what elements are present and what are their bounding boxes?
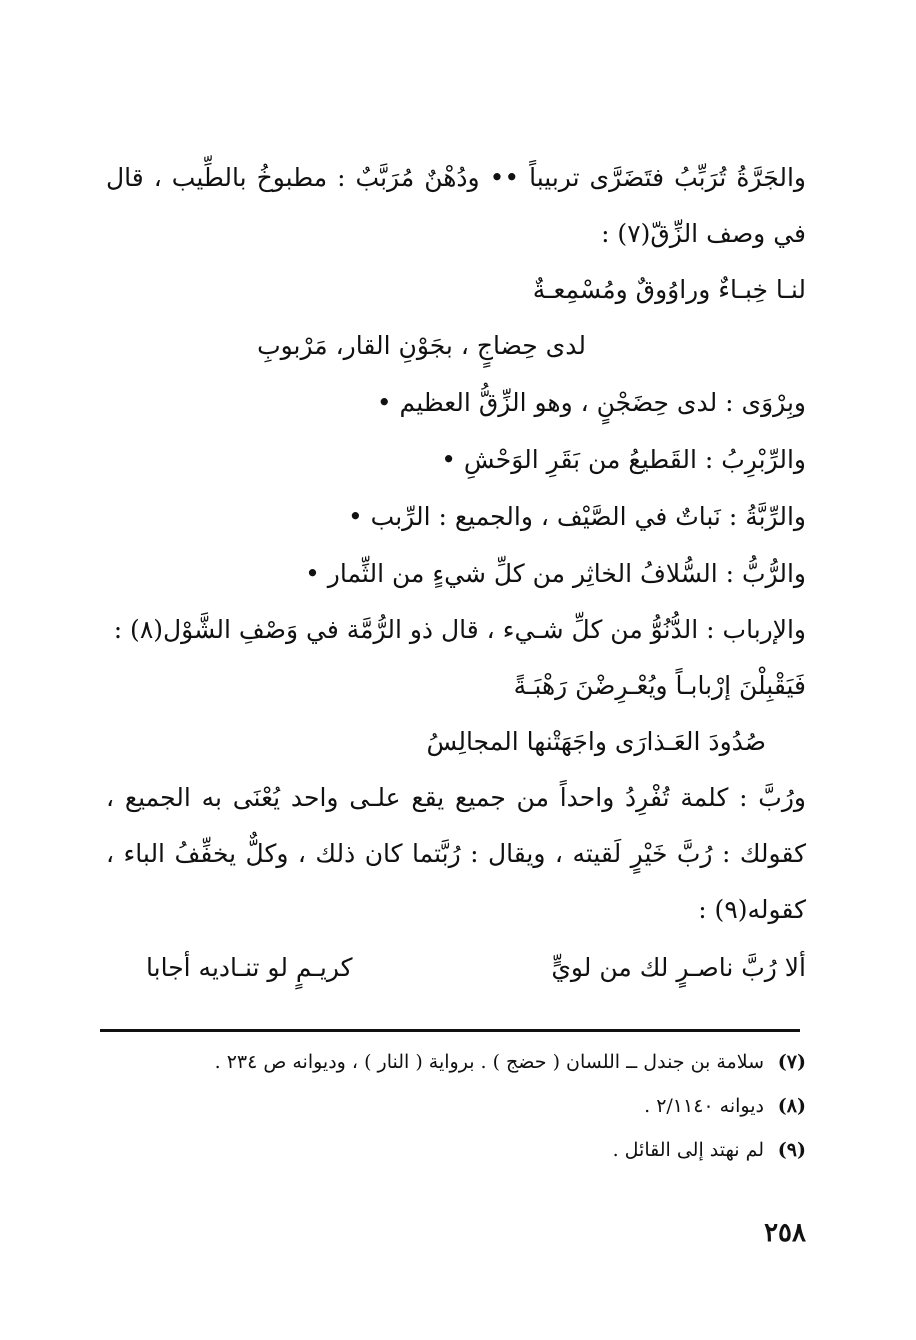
line-3: والرِّبَّةُ : نَباتٌ في الصَّيْف ، والجميع : الرِّبب • [347,502,806,531]
footnote-number: (٩) [777,1139,806,1161]
main-text [106,150,806,996]
footnotes [106,1046,806,1178]
footnote-divider [100,1029,800,1032]
footnote-number: (٧) [777,1051,806,1073]
page-number: ٢٥٨ [764,1218,806,1248]
verse-2-hemistich-2: صُدُودَ العَـذارَى واجَهَتْنها المجالِسُ [426,727,766,756]
verse-1-hemistich-1: لنـا خِبـاءٌ وراوُوقٌ ومُسْمِعـةٌ [532,275,806,304]
paragraph-1: والجَرَّةُ تُرَبِّبُ فتَضَرَّى تربيباً •• ودُهْنٌ مُرَبَّبٌ : مطبوخُ بالطِّيب ، قال في وصف الزِّقّ(٧) : [106,163,806,248]
line-2: والرِّبْرِبُ : القَطيعُ من بَقَرِ الوَحْشِ • [441,445,806,474]
footnote-text: سلامة بن جندل ــ اللسان ( حضج ) . برواية ( النار ) ، وديوانه ص ٢٣٤ . [214,1051,764,1073]
verse-3 [106,940,806,996]
verse-1-hemistich-2: لدى حِضاجٍ ، بجَوْنِ القار، مَرْبوبِ [257,331,586,360]
footnote-9 [106,1134,806,1166]
verse-2-hemistich-1: فَيَقْبِلْنَ إرْبابـاً ويُعْـرِضْنَ رَهْبَـةً [513,671,806,700]
footnote-8 [106,1090,806,1122]
footnote-text: لم نهتد إلى القائل . [612,1139,764,1161]
footnote-number: (٨) [777,1095,806,1117]
verse-3-hemistich-2: كريـمٍ لو تنـاديه أجابا [146,953,353,982]
line-4: والرُّبُّ : السُّلافُ الخاثِر من كلِّ شيءٍ من الثِّمار • [305,559,806,588]
paragraph-3: ورُبَّ : كلمة تُفْرِدُ واحداً من جميع يقع علـى واحد يُعْنَى به الجميع ، كقولك : رُبَّ خَيْرٍ لَقيته ، ويقال : رُبَّتما كان ذلك ، وكلٌّ يخفِّفُ الباء ، كقوله(٩) : [106,783,806,924]
footnote-text: ديوانه ٢/١١٤٠ . [644,1095,764,1117]
paragraph-2: والإرباب : الدُّنُوُّ من كلِّ شـيء ، قال ذو الرُّمَّة في وَصْفِ الشَّوْل(٨) : [113,615,806,644]
verse-3-hemistich-1: ألا رُبَّ ناصـرٍ لك من لويٍّ [551,953,806,982]
footnote-7 [106,1046,806,1078]
line-1: وبِرْوَى : لدى حِضَجْنٍ ، وهو الزِّقُّ العظيم • [376,388,806,417]
